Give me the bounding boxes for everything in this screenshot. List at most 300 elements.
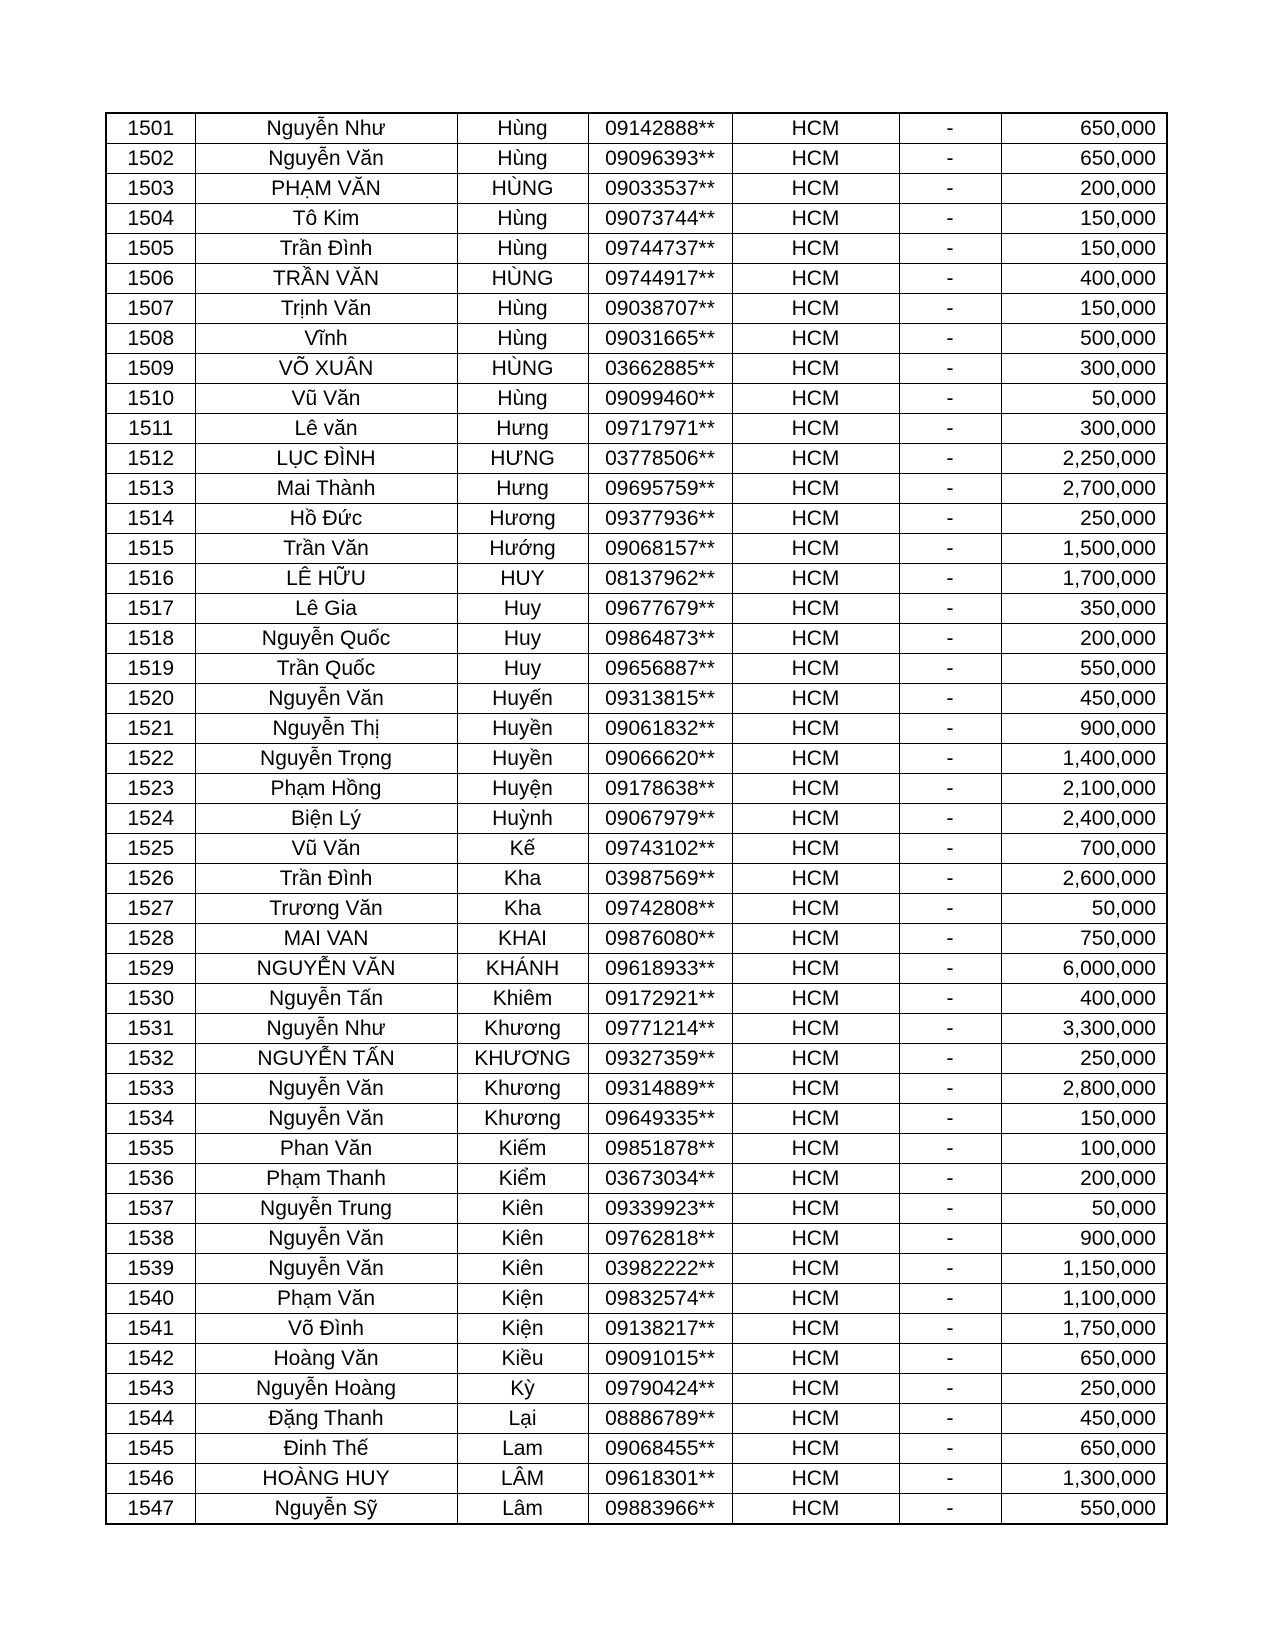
- given-name-cell: Kiện: [457, 1284, 588, 1314]
- row-number-cell: 1511: [106, 414, 195, 444]
- amount-cell: 2,250,000: [1001, 444, 1167, 474]
- phone-cell: 09313815**: [588, 684, 732, 714]
- phone-cell: 09876080**: [588, 924, 732, 954]
- placeholder-cell: -: [899, 624, 1001, 654]
- given-name-cell: Kiều: [457, 1344, 588, 1374]
- phone-cell: 09717971**: [588, 414, 732, 444]
- given-name-cell: Kiểm: [457, 1164, 588, 1194]
- given-name-cell: Huyền: [457, 714, 588, 744]
- placeholder-cell: -: [899, 1134, 1001, 1164]
- city-cell: HCM: [732, 1134, 899, 1164]
- placeholder-cell: -: [899, 1164, 1001, 1194]
- amount-cell: 700,000: [1001, 834, 1167, 864]
- surname-cell: Trần Đình: [195, 234, 457, 264]
- placeholder-cell: -: [899, 654, 1001, 684]
- phone-cell: 09339923**: [588, 1194, 732, 1224]
- table-row: [106, 1164, 1167, 1194]
- row-number-cell: 1547: [106, 1494, 195, 1525]
- amount-cell: 150,000: [1001, 204, 1167, 234]
- surname-cell: Nguyễn Trọng: [195, 744, 457, 774]
- phone-cell: 03673034**: [588, 1164, 732, 1194]
- row-number-cell: 1504: [106, 204, 195, 234]
- city-cell: HCM: [732, 954, 899, 984]
- row-number-cell: 1529: [106, 954, 195, 984]
- surname-cell: Nguyễn Như: [195, 113, 457, 144]
- amount-cell: 2,400,000: [1001, 804, 1167, 834]
- amount-cell: 1,400,000: [1001, 744, 1167, 774]
- placeholder-cell: -: [899, 144, 1001, 174]
- table-row: [106, 1344, 1167, 1374]
- amount-cell: 250,000: [1001, 1044, 1167, 1074]
- table-row: [106, 1194, 1167, 1224]
- given-name-cell: Hùng: [457, 324, 588, 354]
- table-row: [106, 744, 1167, 774]
- row-number-cell: 1518: [106, 624, 195, 654]
- phone-cell: 09099460**: [588, 384, 732, 414]
- row-number-cell: 1502: [106, 144, 195, 174]
- table-row: [106, 1494, 1167, 1525]
- city-cell: HCM: [732, 864, 899, 894]
- given-name-cell: HUY: [457, 564, 588, 594]
- row-number-cell: 1513: [106, 474, 195, 504]
- row-number-cell: 1517: [106, 594, 195, 624]
- row-number-cell: 1541: [106, 1314, 195, 1344]
- phone-cell: 09864873**: [588, 624, 732, 654]
- city-cell: HCM: [732, 174, 899, 204]
- city-cell: HCM: [732, 384, 899, 414]
- row-number-cell: 1503: [106, 174, 195, 204]
- city-cell: HCM: [732, 774, 899, 804]
- table-row: [106, 204, 1167, 234]
- given-name-cell: Kiên: [457, 1194, 588, 1224]
- row-number-cell: 1527: [106, 894, 195, 924]
- city-cell: HCM: [732, 984, 899, 1014]
- given-name-cell: Huy: [457, 624, 588, 654]
- surname-cell: Vĩnh: [195, 324, 457, 354]
- city-cell: HCM: [732, 1104, 899, 1134]
- city-cell: HCM: [732, 113, 899, 144]
- row-number-cell: 1526: [106, 864, 195, 894]
- placeholder-cell: -: [899, 954, 1001, 984]
- given-name-cell: Hưng: [457, 474, 588, 504]
- phone-cell: 09067979**: [588, 804, 732, 834]
- given-name-cell: KHAI: [457, 924, 588, 954]
- given-name-cell: Lam: [457, 1434, 588, 1464]
- phone-cell: 09068157**: [588, 534, 732, 564]
- surname-cell: LỤC ĐÌNH: [195, 444, 457, 474]
- given-name-cell: Huyến: [457, 684, 588, 714]
- given-name-cell: HƯNG: [457, 444, 588, 474]
- phone-cell: 09073744**: [588, 204, 732, 234]
- amount-cell: 2,800,000: [1001, 1074, 1167, 1104]
- phone-cell: 09327359**: [588, 1044, 732, 1074]
- surname-cell: LÊ HỮU: [195, 564, 457, 594]
- amount-cell: 1,750,000: [1001, 1314, 1167, 1344]
- table-row: [106, 1104, 1167, 1134]
- table-row: [106, 354, 1167, 384]
- table-row: [106, 294, 1167, 324]
- row-number-cell: 1522: [106, 744, 195, 774]
- given-name-cell: Kha: [457, 864, 588, 894]
- amount-cell: 250,000: [1001, 1374, 1167, 1404]
- table-row: [106, 1044, 1167, 1074]
- surname-cell: Phạm Hồng: [195, 774, 457, 804]
- city-cell: HCM: [732, 534, 899, 564]
- placeholder-cell: -: [899, 534, 1001, 564]
- amount-cell: 300,000: [1001, 354, 1167, 384]
- placeholder-cell: -: [899, 894, 1001, 924]
- row-number-cell: 1540: [106, 1284, 195, 1314]
- table-row: [106, 894, 1167, 924]
- table-row: [106, 1014, 1167, 1044]
- placeholder-cell: -: [899, 504, 1001, 534]
- table-row: [106, 534, 1167, 564]
- given-name-cell: Hùng: [457, 204, 588, 234]
- row-number-cell: 1506: [106, 264, 195, 294]
- city-cell: HCM: [732, 1464, 899, 1494]
- row-number-cell: 1531: [106, 1014, 195, 1044]
- phone-cell: 09096393**: [588, 144, 732, 174]
- surname-cell: Nguyễn Văn: [195, 1224, 457, 1254]
- placeholder-cell: -: [899, 414, 1001, 444]
- city-cell: HCM: [732, 804, 899, 834]
- phone-cell: 09762818**: [588, 1224, 732, 1254]
- amount-cell: 200,000: [1001, 624, 1167, 654]
- row-number-cell: 1536: [106, 1164, 195, 1194]
- row-number-cell: 1505: [106, 234, 195, 264]
- surname-cell: Nguyễn Văn: [195, 684, 457, 714]
- table-row: [106, 384, 1167, 414]
- given-name-cell: HÙNG: [457, 264, 588, 294]
- amount-cell: 300,000: [1001, 414, 1167, 444]
- placeholder-cell: -: [899, 1224, 1001, 1254]
- placeholder-cell: -: [899, 444, 1001, 474]
- city-cell: HCM: [732, 414, 899, 444]
- given-name-cell: Hùng: [457, 294, 588, 324]
- phone-cell: 09851878**: [588, 1134, 732, 1164]
- city-cell: HCM: [732, 1074, 899, 1104]
- city-cell: HCM: [732, 1164, 899, 1194]
- placeholder-cell: -: [899, 324, 1001, 354]
- phone-cell: 09618933**: [588, 954, 732, 984]
- amount-cell: 900,000: [1001, 1224, 1167, 1254]
- row-number-cell: 1524: [106, 804, 195, 834]
- phone-cell: 09744737**: [588, 234, 732, 264]
- table-row: [106, 564, 1167, 594]
- amount-cell: 2,700,000: [1001, 474, 1167, 504]
- city-cell: HCM: [732, 564, 899, 594]
- given-name-cell: Lâm: [457, 1494, 588, 1525]
- table-row: [106, 324, 1167, 354]
- surname-cell: Nguyễn Như: [195, 1014, 457, 1044]
- amount-cell: 150,000: [1001, 1104, 1167, 1134]
- surname-cell: Phạm Văn: [195, 1284, 457, 1314]
- city-cell: HCM: [732, 654, 899, 684]
- surname-cell: NGUYỄN VĂN: [195, 954, 457, 984]
- table-row: [106, 804, 1167, 834]
- phone-cell: 09618301**: [588, 1464, 732, 1494]
- amount-cell: 650,000: [1001, 1434, 1167, 1464]
- given-name-cell: Khương: [457, 1014, 588, 1044]
- city-cell: HCM: [732, 684, 899, 714]
- placeholder-cell: -: [899, 1344, 1001, 1374]
- phone-cell: 09061832**: [588, 714, 732, 744]
- phone-cell: 03987569**: [588, 864, 732, 894]
- table-row: [106, 1404, 1167, 1434]
- amount-cell: 150,000: [1001, 234, 1167, 264]
- phone-cell: 09695759**: [588, 474, 732, 504]
- city-cell: HCM: [732, 1374, 899, 1404]
- phone-cell: 09656887**: [588, 654, 732, 684]
- phone-cell: 09091015**: [588, 1344, 732, 1374]
- phone-cell: 09066620**: [588, 744, 732, 774]
- city-cell: HCM: [732, 264, 899, 294]
- amount-cell: 400,000: [1001, 264, 1167, 294]
- row-number-cell: 1508: [106, 324, 195, 354]
- given-name-cell: HÙNG: [457, 174, 588, 204]
- amount-cell: 100,000: [1001, 1134, 1167, 1164]
- city-cell: HCM: [732, 1224, 899, 1254]
- table-row: [106, 864, 1167, 894]
- phone-cell: 09742808**: [588, 894, 732, 924]
- given-name-cell: Lại: [457, 1404, 588, 1434]
- row-number-cell: 1535: [106, 1134, 195, 1164]
- row-number-cell: 1543: [106, 1374, 195, 1404]
- placeholder-cell: -: [899, 834, 1001, 864]
- placeholder-cell: -: [899, 474, 1001, 504]
- phone-cell: 09178638**: [588, 774, 732, 804]
- phone-cell: 08886789**: [588, 1404, 732, 1434]
- row-number-cell: 1521: [106, 714, 195, 744]
- placeholder-cell: -: [899, 264, 1001, 294]
- given-name-cell: Kha: [457, 894, 588, 924]
- city-cell: HCM: [732, 1404, 899, 1434]
- placeholder-cell: -: [899, 1104, 1001, 1134]
- table-row: [106, 234, 1167, 264]
- placeholder-cell: -: [899, 864, 1001, 894]
- row-number-cell: 1523: [106, 774, 195, 804]
- placeholder-cell: -: [899, 234, 1001, 264]
- table-row: [106, 714, 1167, 744]
- amount-cell: 250,000: [1001, 504, 1167, 534]
- table-row: [106, 1134, 1167, 1164]
- given-name-cell: Khương: [457, 1104, 588, 1134]
- amount-cell: 450,000: [1001, 684, 1167, 714]
- row-number-cell: 1512: [106, 444, 195, 474]
- given-name-cell: Khiêm: [457, 984, 588, 1014]
- surname-cell: Hoàng Văn: [195, 1344, 457, 1374]
- placeholder-cell: -: [899, 1074, 1001, 1104]
- city-cell: HCM: [732, 714, 899, 744]
- placeholder-cell: -: [899, 744, 1001, 774]
- placeholder-cell: -: [899, 294, 1001, 324]
- surname-cell: Nguyễn Quốc: [195, 624, 457, 654]
- row-number-cell: 1501: [106, 113, 195, 144]
- amount-cell: 400,000: [1001, 984, 1167, 1014]
- placeholder-cell: -: [899, 1374, 1001, 1404]
- table-row: [106, 774, 1167, 804]
- table-row: [106, 444, 1167, 474]
- surname-cell: Nguyễn Trung: [195, 1194, 457, 1224]
- surname-cell: Trịnh Văn: [195, 294, 457, 324]
- city-cell: HCM: [732, 444, 899, 474]
- table-row: [106, 954, 1167, 984]
- surname-cell: Vũ Văn: [195, 834, 457, 864]
- placeholder-cell: -: [899, 1014, 1001, 1044]
- table-row: [106, 984, 1167, 1014]
- city-cell: HCM: [732, 1344, 899, 1374]
- city-cell: HCM: [732, 834, 899, 864]
- placeholder-cell: -: [899, 1404, 1001, 1434]
- surname-cell: Vũ Văn: [195, 384, 457, 414]
- phone-cell: 09033537**: [588, 174, 732, 204]
- table-row: [106, 654, 1167, 684]
- placeholder-cell: -: [899, 684, 1001, 714]
- phone-cell: 09142888**: [588, 113, 732, 144]
- placeholder-cell: -: [899, 774, 1001, 804]
- city-cell: HCM: [732, 1284, 899, 1314]
- donor-table: [105, 112, 1168, 1525]
- placeholder-cell: -: [899, 384, 1001, 414]
- amount-cell: 750,000: [1001, 924, 1167, 954]
- given-name-cell: Hưng: [457, 414, 588, 444]
- surname-cell: Biện Lý: [195, 804, 457, 834]
- city-cell: HCM: [732, 894, 899, 924]
- row-number-cell: 1538: [106, 1224, 195, 1254]
- amount-cell: 1,150,000: [1001, 1254, 1167, 1284]
- city-cell: HCM: [732, 624, 899, 654]
- row-number-cell: 1534: [106, 1104, 195, 1134]
- surname-cell: Nguyễn Thị: [195, 714, 457, 744]
- amount-cell: 50,000: [1001, 894, 1167, 924]
- amount-cell: 500,000: [1001, 324, 1167, 354]
- phone-cell: 09138217**: [588, 1314, 732, 1344]
- phone-cell: 09314889**: [588, 1074, 732, 1104]
- row-number-cell: 1515: [106, 534, 195, 564]
- placeholder-cell: -: [899, 1254, 1001, 1284]
- city-cell: HCM: [732, 1044, 899, 1074]
- surname-cell: Mai Thành: [195, 474, 457, 504]
- row-number-cell: 1516: [106, 564, 195, 594]
- row-number-cell: 1528: [106, 924, 195, 954]
- row-number-cell: 1546: [106, 1464, 195, 1494]
- amount-cell: 650,000: [1001, 113, 1167, 144]
- table-row: [106, 264, 1167, 294]
- phone-cell: 09832574**: [588, 1284, 732, 1314]
- amount-cell: 550,000: [1001, 1494, 1167, 1525]
- given-name-cell: Khương: [457, 1074, 588, 1104]
- given-name-cell: KHÁNH: [457, 954, 588, 984]
- amount-cell: 2,100,000: [1001, 774, 1167, 804]
- given-name-cell: Kiên: [457, 1254, 588, 1284]
- city-cell: HCM: [732, 1194, 899, 1224]
- placeholder-cell: -: [899, 204, 1001, 234]
- surname-cell: Nguyễn Hoàng: [195, 1374, 457, 1404]
- given-name-cell: LÂM: [457, 1464, 588, 1494]
- table-row: [106, 684, 1167, 714]
- phone-cell: 09883966**: [588, 1494, 732, 1525]
- table-row: [106, 624, 1167, 654]
- surname-cell: MAI VAN: [195, 924, 457, 954]
- phone-cell: 03778506**: [588, 444, 732, 474]
- amount-cell: 1,100,000: [1001, 1284, 1167, 1314]
- surname-cell: Đặng Thanh: [195, 1404, 457, 1434]
- row-number-cell: 1542: [106, 1344, 195, 1374]
- given-name-cell: Hùng: [457, 234, 588, 264]
- row-number-cell: 1539: [106, 1254, 195, 1284]
- table-row: [106, 174, 1167, 204]
- table-row: [106, 474, 1167, 504]
- amount-cell: 1,300,000: [1001, 1464, 1167, 1494]
- phone-cell: 09068455**: [588, 1434, 732, 1464]
- amount-cell: 50,000: [1001, 1194, 1167, 1224]
- row-number-cell: 1545: [106, 1434, 195, 1464]
- given-name-cell: Kiên: [457, 1224, 588, 1254]
- city-cell: HCM: [732, 1434, 899, 1464]
- amount-cell: 200,000: [1001, 1164, 1167, 1194]
- amount-cell: 350,000: [1001, 594, 1167, 624]
- surname-cell: TRẦN VĂN: [195, 264, 457, 294]
- amount-cell: 650,000: [1001, 144, 1167, 174]
- city-cell: HCM: [732, 234, 899, 264]
- surname-cell: Võ Đình: [195, 1314, 457, 1344]
- table-row: [106, 414, 1167, 444]
- surname-cell: VÕ XUÂN: [195, 354, 457, 384]
- given-name-cell: Kiện: [457, 1314, 588, 1344]
- surname-cell: Trần Đình: [195, 864, 457, 894]
- city-cell: HCM: [732, 1014, 899, 1044]
- surname-cell: Nguyễn Văn: [195, 1104, 457, 1134]
- phone-cell: 09172921**: [588, 984, 732, 1014]
- city-cell: HCM: [732, 324, 899, 354]
- placeholder-cell: -: [899, 1284, 1001, 1314]
- amount-cell: 50,000: [1001, 384, 1167, 414]
- city-cell: HCM: [732, 294, 899, 324]
- given-name-cell: Huyền: [457, 744, 588, 774]
- amount-cell: 1,500,000: [1001, 534, 1167, 564]
- placeholder-cell: -: [899, 594, 1001, 624]
- placeholder-cell: -: [899, 1464, 1001, 1494]
- surname-cell: Lê văn: [195, 414, 457, 444]
- table-row: [106, 594, 1167, 624]
- phone-cell: 09038707**: [588, 294, 732, 324]
- placeholder-cell: -: [899, 1314, 1001, 1344]
- amount-cell: 1,700,000: [1001, 564, 1167, 594]
- row-number-cell: 1509: [106, 354, 195, 384]
- placeholder-cell: -: [899, 354, 1001, 384]
- placeholder-cell: -: [899, 1044, 1001, 1074]
- phone-cell: 09649335**: [588, 1104, 732, 1134]
- city-cell: HCM: [732, 204, 899, 234]
- table-row: [106, 504, 1167, 534]
- amount-cell: 200,000: [1001, 174, 1167, 204]
- given-name-cell: Huy: [457, 654, 588, 684]
- given-name-cell: Kế: [457, 834, 588, 864]
- given-name-cell: Hùng: [457, 384, 588, 414]
- surname-cell: Trương Văn: [195, 894, 457, 924]
- given-name-cell: Hùng: [457, 113, 588, 144]
- given-name-cell: Hương: [457, 504, 588, 534]
- surname-cell: PHẠM VĂN: [195, 174, 457, 204]
- surname-cell: Trần Văn: [195, 534, 457, 564]
- table-row: [106, 1254, 1167, 1284]
- row-number-cell: 1533: [106, 1074, 195, 1104]
- placeholder-cell: -: [899, 564, 1001, 594]
- table-row: [106, 1314, 1167, 1344]
- table-row: [106, 924, 1167, 954]
- donor-table-body: [106, 113, 1167, 1524]
- given-name-cell: Hướng: [457, 534, 588, 564]
